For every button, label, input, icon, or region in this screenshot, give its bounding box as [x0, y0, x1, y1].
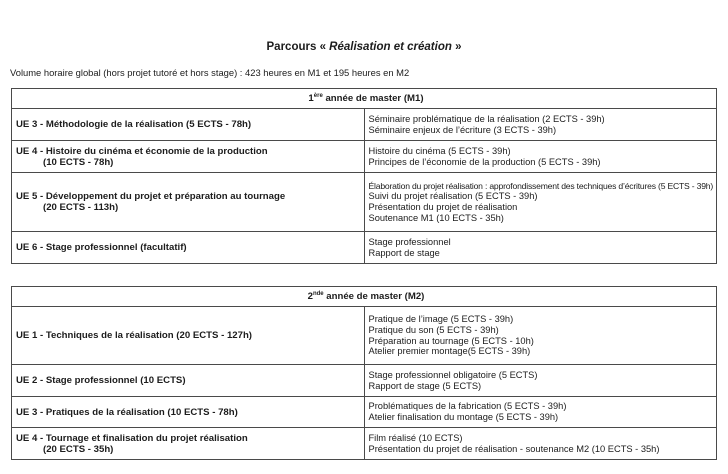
ue-cell — [12, 365, 365, 397]
ue-cell — [12, 307, 365, 365]
course-item: Préparation au tournage (5 ECTS - 10h) — [368, 335, 534, 346]
course-item: Stage professionnel — [368, 236, 451, 247]
m2-header — [12, 287, 717, 307]
table-row — [12, 365, 717, 397]
ue-cell — [12, 173, 365, 232]
ue-cell — [12, 109, 365, 141]
title-italic: Réalisation et création — [329, 41, 452, 53]
course-item: Présentation du projet de réalisation - soutenance M2 (10 ECTS - 35h) — [368, 443, 660, 454]
m1-table — [11, 88, 717, 264]
ue-title: UE 3 - Pratiques de la réalisation (10 ECTS - 78h) — [16, 406, 238, 418]
title-prefix: Parcours « — [266, 41, 330, 53]
ue-credits: (10 ECTS - 78h) — [43, 156, 114, 168]
course-item: Histoire du cinéma (5 ECTS - 39h) — [368, 145, 511, 156]
ue-title: UE 4 - Tournage et finalisation du projet réalisation — [16, 432, 248, 444]
course-item: Pratique du son (5 ECTS - 39h) — [368, 324, 499, 335]
page-title — [0, 41, 728, 53]
ue-title: UE 4 - Histoire du cinéma et économie de la production — [16, 145, 268, 157]
ue-cell — [12, 397, 365, 428]
title-suffix: » — [451, 41, 462, 53]
m2-table — [11, 286, 717, 460]
table-row — [12, 173, 717, 232]
course-item: Suivi du projet réalisation (5 ECTS - 39h) — [368, 191, 538, 202]
courses-cell — [364, 141, 717, 173]
m2-header-num: 2 — [307, 291, 313, 303]
course-item: Film réalisé (10 ECTS) — [368, 432, 463, 443]
ue-cell — [12, 141, 365, 173]
ue-cell — [12, 428, 365, 460]
courses-cell — [364, 109, 717, 141]
table-row — [12, 141, 717, 173]
ue-title: UE 6 - Stage professionnel (facultatif) — [16, 242, 187, 253]
ue-credits: (20 ECTS - 113h) — [43, 202, 119, 213]
table-row — [12, 109, 717, 141]
m1-header-sup: ère — [313, 92, 323, 99]
m2-header-text: année de master (M2) — [323, 291, 425, 303]
courses-cell — [364, 232, 717, 264]
course-item: Atelier premier montage(5 ECTS - 39h) — [368, 346, 531, 357]
courses-cell — [364, 307, 717, 365]
course-item: Séminaire problématique de la réalisation (2 ECTS - 39h) — [368, 113, 605, 124]
ue-title: UE 5 - Développement du projet et préparation au tournage — [16, 191, 286, 202]
course-item: Rapport de stage — [368, 247, 440, 258]
ue-cell — [12, 232, 365, 264]
courses-cell — [364, 365, 717, 397]
courses-cell — [364, 428, 717, 460]
course-item: Problématiques de la fabrication (5 ECTS - 39h) — [368, 401, 567, 412]
courses-cell — [364, 173, 717, 232]
course-item: Principes de l’économie de la production (5 ECTS - 39h) — [368, 156, 601, 167]
course-item: Stage professionnel obligatoire (5 ECTS) — [368, 369, 538, 380]
m1-header — [12, 89, 717, 109]
ue-credits: (20 ECTS - 35h) — [43, 443, 114, 455]
course-item: Atelier finalisation du montage (5 ECTS - 39h) — [368, 412, 559, 422]
courses-cell — [364, 397, 717, 428]
table-row — [12, 232, 717, 264]
course-item: Soutenance M1 (10 ECTS - 35h) — [368, 212, 504, 223]
m1-header-text: année de master (M1) — [322, 93, 424, 105]
ue-title: UE 3 - Méthodologie de la réalisation (5 ECTS - 78h) — [16, 119, 252, 130]
ue-title: UE 2 - Stage professionnel (10 ECTS) — [16, 375, 186, 386]
course-item: Présentation du projet de réalisation — [368, 202, 518, 212]
course-item: Séminaire enjeux de l’écriture (3 ECTS - 39h) — [368, 124, 557, 135]
course-item: Rapport de stage (5 ECTS) — [368, 380, 482, 391]
m2-header-sup: nde — [312, 290, 324, 297]
table-row — [12, 428, 717, 460]
m1-header-num: 1 — [308, 93, 314, 105]
table-row — [12, 397, 717, 428]
volume-text: Volume horaire global (hors projet tutoré et hors stage) : 423 heures en M1 et 195 heures en M2 — [10, 67, 410, 78]
course-item: Pratique de l’image (5 ECTS - 39h) — [368, 314, 514, 325]
table-row — [12, 307, 717, 365]
ue-title: UE 1 - Techniques de la réalisation (20 ECTS - 127h) — [16, 330, 253, 341]
course-item: Élaboration du projet réalisation : approfondissement des techniques d’écritures (5 ECTS - 39h) — [368, 180, 714, 191]
